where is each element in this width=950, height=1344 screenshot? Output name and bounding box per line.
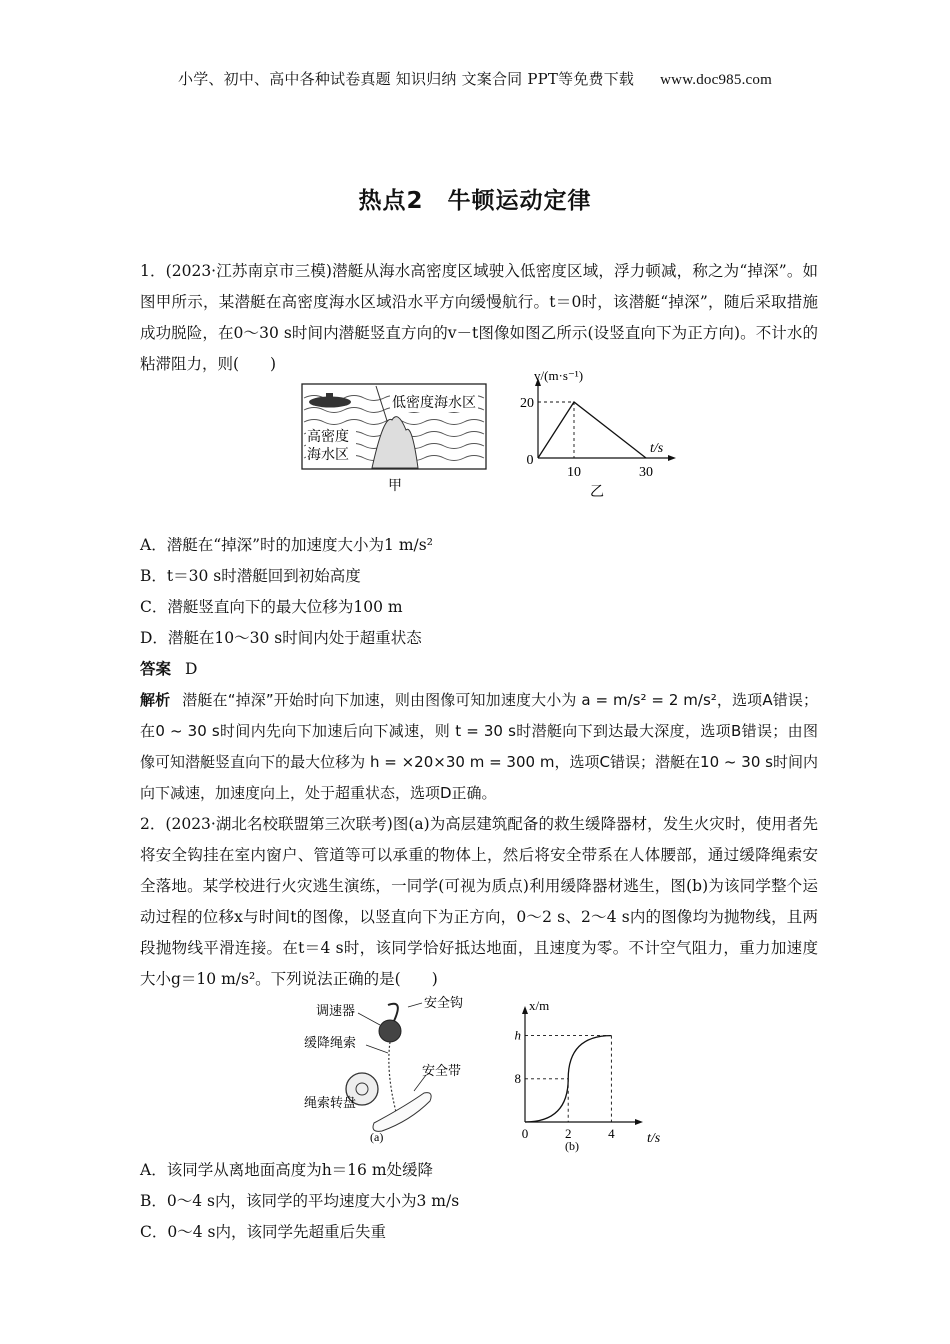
answer-value: D: [185, 660, 198, 678]
q2-option-b: B．0～4 s内，该同学的平均速度大小为3 m/s: [140, 1192, 460, 1210]
chart-yi: [520, 368, 676, 500]
regulator-icon: [379, 1020, 401, 1042]
x-tick-label: 0: [521, 1126, 529, 1141]
y-axis-label: x/m: [529, 998, 550, 1013]
x-axis-label: t/s: [650, 441, 664, 456]
chart-b: [515, 998, 661, 1153]
q1-figure-svg: [140, 368, 818, 530]
figure-a: [304, 995, 463, 1144]
fig-a-label-belt: 安全带: [422, 1064, 462, 1079]
chart-yi-caption: 乙: [590, 484, 604, 500]
q1-answer: [140, 654, 818, 685]
fig-a-label-rope: 缓降绳索: [304, 1036, 357, 1051]
y-tick-label: 20: [520, 396, 534, 411]
fig-a-label-hook: 安全钩: [424, 996, 464, 1011]
fig-jia-label-low: 低密度海水区: [392, 395, 476, 411]
q1-stem: 1．(2023·江苏南京市三模)潜艇从海水高密度区域驶入低密度区域，浮力顿减，称之为“掉深”。如图甲所示，某潜艇在高密度海水区域沿水平方向缓慢航行。t＝0时，该潜艇“掉深”，随后采取措施成功脱险，在0～30 s时间内潜艇竖直方向的v－t图像如图乙所示(设竖直向下为正方向)。不计水的粘滞阻力，则( ): [140, 262, 818, 373]
x-axis-arrow: [668, 455, 676, 461]
page-header: [0, 68, 950, 89]
safety-belt-icon: [373, 1093, 431, 1132]
y-tick-label: h: [514, 1027, 521, 1043]
fig-a-label-reel: 绳索转盘: [304, 1096, 357, 1111]
x-tick-label: 2: [564, 1126, 572, 1141]
rope-icon: [389, 1042, 396, 1112]
y-axis-arrow: [522, 1006, 528, 1014]
analysis-text: 潜艇在“掉深”开始时向下加速，则由图像可知加速度大小为 a = m/s² = 2 m/s²，选项A错误；在0 ~ 30 s时间内先向下加速后向下减速，则 t = 30 s时潜艇向下到达最大深度，选项B错误；由图像可知潜艇竖直向下的最大位移为 h = ×20×30 m = 300 m，选项C错误；潜艇在10 ~ 30 s时间内向下减速，加速度向上，处于超重状态，选项D正确。: [140, 691, 818, 802]
q2-figures: [140, 995, 818, 1155]
fig-jia-caption: 甲: [388, 478, 402, 494]
x-tick-label: 0: [526, 453, 534, 468]
x-axis-arrow: [635, 1119, 643, 1125]
x-tick-label: 4: [608, 1126, 615, 1141]
q1-analysis: [140, 685, 818, 809]
q2-option-c: C．0～4 s内，该同学先超重后失重: [140, 1223, 386, 1241]
header-site-link[interactable]: www.doc985.com: [660, 72, 772, 88]
y-axis-label: v/(m·s⁻¹): [534, 368, 584, 383]
q1-option-c: C．潜艇竖直向下的最大位移为100 m: [140, 598, 403, 616]
x-axis-label: t/s: [647, 1131, 661, 1146]
q2-option-a: A．该同学从离地面高度为h＝16 m处缓降: [140, 1161, 434, 1179]
header-text: 小学、初中、高中各种试卷真题 知识归纳 文案合同 PPT等免费下载: [178, 70, 635, 88]
x-tick-label: 30: [639, 465, 653, 480]
x-tick-label: 10: [567, 465, 581, 480]
fig-jia-label-high-1: 高密度: [307, 429, 349, 445]
q1-option-b: B．t＝30 s时潜艇回到初始高度: [140, 567, 361, 585]
q1-option-a: A．潜艇在“掉深”时的加速度大小为1 m/s²: [140, 536, 433, 554]
figure-jia: [302, 384, 486, 494]
series-line: [538, 402, 646, 458]
y-tick-label: 8: [514, 1070, 521, 1086]
answer-label: 答案: [140, 660, 172, 678]
q2-stem: 2．(2023·湖北名校联盟第三次联考)图(a)为高层建筑配备的救生缓降器材，发生火灾时，使用者先将安全钩挂在室内窗户、管道等可以承重的物体上，然后将安全带系在人体腰部，通过缓降绳索安全落地。某学校进行火灾逃生演练，一同学(可视为质点)利用缓降器材逃生，图(b)为该同学整个运动过程的位移x与时间t的图像，以竖直向下为正方向，0～2 s、2～4 s内的图像均为抛物线，且两段抛物线平滑连接。在t＝4 s时，该同学恰好抵达地面，且速度为零。不计空气阻力，重力加速度大小g＝10 m/s²。下列说法正确的是( ): [140, 815, 818, 988]
fig-jia-label-high-2: 海水区: [307, 447, 349, 463]
analysis-label: 解析: [140, 691, 171, 709]
q1-figures: [140, 368, 818, 530]
safety-hook-icon: [388, 1004, 398, 1021]
fig-a-caption: (a): [370, 1130, 384, 1144]
document-body: [140, 256, 818, 1248]
fig-a-label-regulator: 调速器: [316, 1004, 356, 1019]
q2-figure-svg: [140, 995, 818, 1155]
q1-option-d: D．潜艇在10～30 s时间内处于超重状态: [140, 629, 422, 647]
chart-b-caption: (b): [565, 1139, 579, 1153]
page-title: 热点2 牛顿运动定律: [358, 188, 592, 214]
